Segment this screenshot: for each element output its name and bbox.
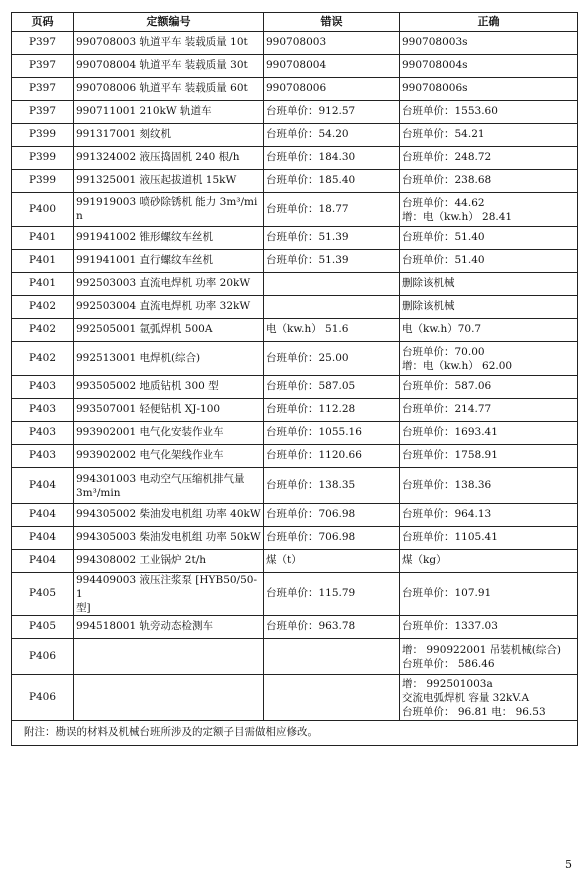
right-line: 990708004s [402, 59, 468, 72]
code-cell [74, 101, 264, 124]
table-row [12, 78, 578, 101]
code-cell [74, 124, 264, 147]
right-line: 电（kw.h）70.7 [402, 323, 482, 336]
page-cell: P402 [12, 296, 74, 319]
wrong-line: 990708003 [266, 36, 327, 49]
code-cell [74, 639, 264, 675]
wrong-line: 台班单价：963.78 [266, 620, 356, 633]
right-cell [400, 675, 578, 721]
code-cell [74, 342, 264, 376]
table-row [12, 675, 578, 721]
right-line: 交流电弧焊机 容量 32kV.A [402, 691, 530, 704]
right-line: 台班单价：51.40 [402, 231, 485, 244]
right-line: 台班单价： 586.46 [402, 657, 495, 670]
code-cell [74, 616, 264, 639]
wrong-cell [264, 273, 400, 296]
wrong-cell [264, 468, 400, 504]
table-row [12, 55, 578, 78]
table-row [12, 32, 578, 55]
code-cell [74, 273, 264, 296]
wrong-line: 台班单价：1120.66 [266, 449, 362, 462]
code-line: 3m³/min [76, 486, 121, 499]
right-line: 台班单价：70.00 [402, 345, 485, 358]
code-cell [74, 573, 264, 616]
code-line: 991317001 刻纹机 [76, 128, 171, 141]
code-cell [74, 319, 264, 342]
table-row [12, 550, 578, 573]
wrong-line: 台班单价：184.30 [266, 151, 356, 164]
right-cell [400, 342, 578, 376]
right-cell [400, 296, 578, 319]
code-cell [74, 55, 264, 78]
code-cell [74, 445, 264, 468]
right-line: 删除该机械 [402, 277, 455, 290]
wrong-line: 台班单价：706.98 [266, 531, 356, 544]
right-line: 煤（kg） [402, 554, 447, 567]
wrong-line: 990708006 [266, 82, 327, 95]
wrong-cell [264, 101, 400, 124]
right-cell [400, 193, 578, 227]
table-row [12, 227, 578, 250]
wrong-cell [264, 78, 400, 101]
header-page: 页码 [12, 13, 74, 32]
wrong-line: 电（kw.h） 51.6 [266, 323, 349, 336]
right-line: 增： 990922001 吊装机械(综合) [402, 643, 561, 656]
right-line: 台班单价：107.91 [402, 587, 492, 600]
code-line: 991919003 喷砂除锈机 能力 3m³/min [76, 196, 258, 222]
table-row [12, 296, 578, 319]
table-row [12, 527, 578, 550]
code-cell [74, 399, 264, 422]
header-code: 定额编号 [74, 13, 264, 32]
table-row [12, 250, 578, 273]
page-cell: P402 [12, 319, 74, 342]
right-cell [400, 250, 578, 273]
right-cell [400, 468, 578, 504]
page-cell: P404 [12, 468, 74, 504]
code-cell [74, 504, 264, 527]
page-cell: P399 [12, 147, 74, 170]
page-cell: P397 [12, 32, 74, 55]
right-line: 台班单价：238.68 [402, 174, 492, 187]
right-cell [400, 399, 578, 422]
right-cell [400, 170, 578, 193]
code-line: 993505002 地质钻机 300 型 [76, 380, 219, 393]
right-cell [400, 376, 578, 399]
wrong-cell [264, 445, 400, 468]
wrong-line: 台班单价：138.35 [266, 478, 356, 491]
wrong-line: 台班单价：912.57 [266, 105, 356, 118]
code-line: 994305002 柴油发电机组 功率 40kW [76, 508, 261, 521]
wrong-cell [264, 342, 400, 376]
code-line: 992505001 氩弧焊机 500A [76, 323, 213, 336]
page-cell: P397 [12, 55, 74, 78]
code-cell [74, 250, 264, 273]
right-line: 台班单价：138.36 [402, 478, 492, 491]
right-line: 台班单价：1105.41 [402, 531, 498, 544]
right-line: 台班单价：214.77 [402, 403, 492, 416]
wrong-cell [264, 550, 400, 573]
right-cell [400, 445, 578, 468]
right-cell [400, 227, 578, 250]
header-row [12, 13, 578, 32]
wrong-cell [264, 227, 400, 250]
right-line: 台班单价：964.13 [402, 508, 492, 521]
code-line: 993507001 轻便钻机 XJ-100 [76, 403, 221, 416]
right-cell [400, 550, 578, 573]
wrong-cell [264, 296, 400, 319]
table-row [12, 376, 578, 399]
page-cell: P406 [12, 675, 74, 721]
table-row [12, 101, 578, 124]
code-cell [74, 227, 264, 250]
code-cell [74, 422, 264, 445]
table-row [12, 193, 578, 227]
wrong-cell [264, 527, 400, 550]
table-row [12, 342, 578, 376]
wrong-cell [264, 422, 400, 445]
wrong-cell [264, 639, 400, 675]
page-cell: P400 [12, 193, 74, 227]
wrong-cell [264, 675, 400, 721]
page-number: 5 [565, 858, 572, 871]
wrong-line: 台班单价：112.28 [266, 403, 356, 416]
right-cell [400, 422, 578, 445]
right-cell [400, 639, 578, 675]
wrong-cell [264, 573, 400, 616]
right-line: 台班单价：44.62 [402, 196, 485, 209]
note-row [12, 721, 578, 746]
code-line: 990708006 轨道平车 装载质量 60t [76, 82, 248, 95]
right-cell [400, 55, 578, 78]
wrong-line: 煤（t） [266, 554, 302, 567]
right-line: 台班单价：1758.91 [402, 449, 498, 462]
right-line: 删除该机械 [402, 300, 455, 313]
code-line: 990711001 210kW 轨道车 [76, 105, 212, 118]
wrong-line: 台班单价：706.98 [266, 508, 356, 521]
page-cell: P399 [12, 124, 74, 147]
code-cell [74, 468, 264, 504]
code-line: 993902002 电气化架线作业车 [76, 449, 224, 462]
wrong-cell [264, 319, 400, 342]
wrong-cell [264, 193, 400, 227]
table-row [12, 147, 578, 170]
code-cell [74, 527, 264, 550]
table-row [12, 124, 578, 147]
right-line: 台班单价：1337.03 [402, 620, 498, 633]
wrong-cell [264, 250, 400, 273]
page-cell: P401 [12, 273, 74, 296]
right-line: 990708003s [402, 36, 468, 49]
page-cell: P401 [12, 250, 74, 273]
right-line: 990708006s [402, 82, 468, 95]
code-line: 991324002 液压捣固机 240 根/h [76, 151, 240, 164]
wrong-cell [264, 399, 400, 422]
right-cell [400, 78, 578, 101]
wrong-line: 台班单价：25.00 [266, 351, 349, 364]
code-line: 992513001 电焊机(综合) [76, 351, 201, 364]
right-line: 台班单价：54.21 [402, 128, 485, 141]
code-line: 994409003 液压注浆泵 [HYB50/50-1 [76, 574, 258, 600]
table-row [12, 639, 578, 675]
table-row [12, 273, 578, 296]
code-cell [74, 78, 264, 101]
header-wrong: 错误 [264, 13, 400, 32]
code-line: 992503003 直流电焊机 功率 20kW [76, 277, 251, 290]
table-row [12, 399, 578, 422]
code-cell [74, 296, 264, 319]
wrong-cell [264, 376, 400, 399]
code-line: 994305003 柴油发电机组 功率 50kW [76, 531, 261, 544]
page-cell: P397 [12, 101, 74, 124]
right-cell [400, 124, 578, 147]
header-right: 正确 [400, 13, 578, 32]
right-line: 台班单价：1693.41 [402, 426, 498, 439]
table-row [12, 319, 578, 342]
wrong-cell [264, 32, 400, 55]
table-row [12, 422, 578, 445]
wrong-line: 台班单价：1055.16 [266, 426, 362, 439]
page-cell: P403 [12, 422, 74, 445]
wrong-line: 台班单价：51.39 [266, 231, 349, 244]
code-line: 型] [76, 602, 91, 614]
page-cell: P401 [12, 227, 74, 250]
right-cell [400, 32, 578, 55]
page-cell: P404 [12, 527, 74, 550]
code-line: 993902001 电气化安装作业车 [76, 426, 224, 439]
right-line: 台班单价：587.06 [402, 380, 492, 393]
errata-table [11, 12, 578, 746]
code-line: 994301003 电动空气压缩机排气量 [76, 472, 245, 485]
right-line: 增： 992501003a [402, 677, 493, 690]
right-cell [400, 616, 578, 639]
note: 附注：勘误的材料及机械台班所涉及的定额子目需做相应修改。 [12, 721, 578, 746]
right-line: 台班单价： 96.81 电： 96.53 [402, 705, 546, 718]
wrong-line: 台班单价：185.40 [266, 174, 356, 187]
table-body [12, 32, 578, 721]
table-row [12, 573, 578, 616]
code-cell [74, 32, 264, 55]
wrong-cell [264, 170, 400, 193]
code-line: 990708003 轨道平车 装载质量 10t [76, 36, 248, 49]
wrong-line: 990708004 [266, 59, 327, 72]
page-cell: P403 [12, 399, 74, 422]
page-cell: P403 [12, 445, 74, 468]
right-cell [400, 573, 578, 616]
right-cell [400, 527, 578, 550]
code-cell [74, 675, 264, 721]
page-cell: P399 [12, 170, 74, 193]
table-row [12, 170, 578, 193]
wrong-cell [264, 147, 400, 170]
code-cell [74, 550, 264, 573]
page-cell: P405 [12, 616, 74, 639]
code-line: 991941002 锥形螺纹车丝机 [76, 231, 213, 244]
table-row [12, 445, 578, 468]
wrong-cell [264, 504, 400, 527]
right-cell [400, 147, 578, 170]
table-row [12, 616, 578, 639]
wrong-cell [264, 616, 400, 639]
wrong-line: 台班单价：51.39 [266, 254, 349, 267]
code-cell [74, 193, 264, 227]
wrong-line: 台班单价：587.05 [266, 380, 356, 393]
wrong-line: 台班单价：18.77 [266, 202, 349, 215]
right-cell [400, 101, 578, 124]
page-cell: P404 [12, 550, 74, 573]
table-row [12, 504, 578, 527]
code-line: 990708004 轨道平车 装载质量 30t [76, 59, 248, 72]
wrong-line: 台班单价：54.20 [266, 128, 349, 141]
code-cell [74, 147, 264, 170]
code-line: 991941001 直行螺纹车丝机 [76, 254, 213, 267]
code-line: 994308002 工业锅炉 2t/h [76, 554, 206, 567]
page-cell: P406 [12, 639, 74, 675]
code-line: 991325001 液压起拔道机 15kW [76, 174, 237, 187]
page-cell: P403 [12, 376, 74, 399]
page-cell: P405 [12, 573, 74, 616]
code-cell [74, 170, 264, 193]
page-cell: P397 [12, 78, 74, 101]
right-cell [400, 319, 578, 342]
right-cell [400, 273, 578, 296]
right-line: 增：电（kw.h） 62.00 [402, 359, 513, 372]
code-line: 994518001 轨旁动态检测车 [76, 620, 213, 633]
right-line: 台班单价：51.40 [402, 254, 485, 267]
page-cell: P404 [12, 504, 74, 527]
table-row [12, 468, 578, 504]
code-line: 992503004 直流电焊机 功率 32kW [76, 300, 251, 313]
right-line: 增：电（kw.h） 28.41 [402, 210, 513, 223]
wrong-line: 台班单价：115.79 [266, 587, 356, 600]
right-line: 台班单价：1553.60 [402, 105, 498, 118]
wrong-cell [264, 124, 400, 147]
right-line: 台班单价：248.72 [402, 151, 492, 164]
wrong-cell [264, 55, 400, 78]
page-cell: P402 [12, 342, 74, 376]
code-cell [74, 376, 264, 399]
right-cell [400, 504, 578, 527]
